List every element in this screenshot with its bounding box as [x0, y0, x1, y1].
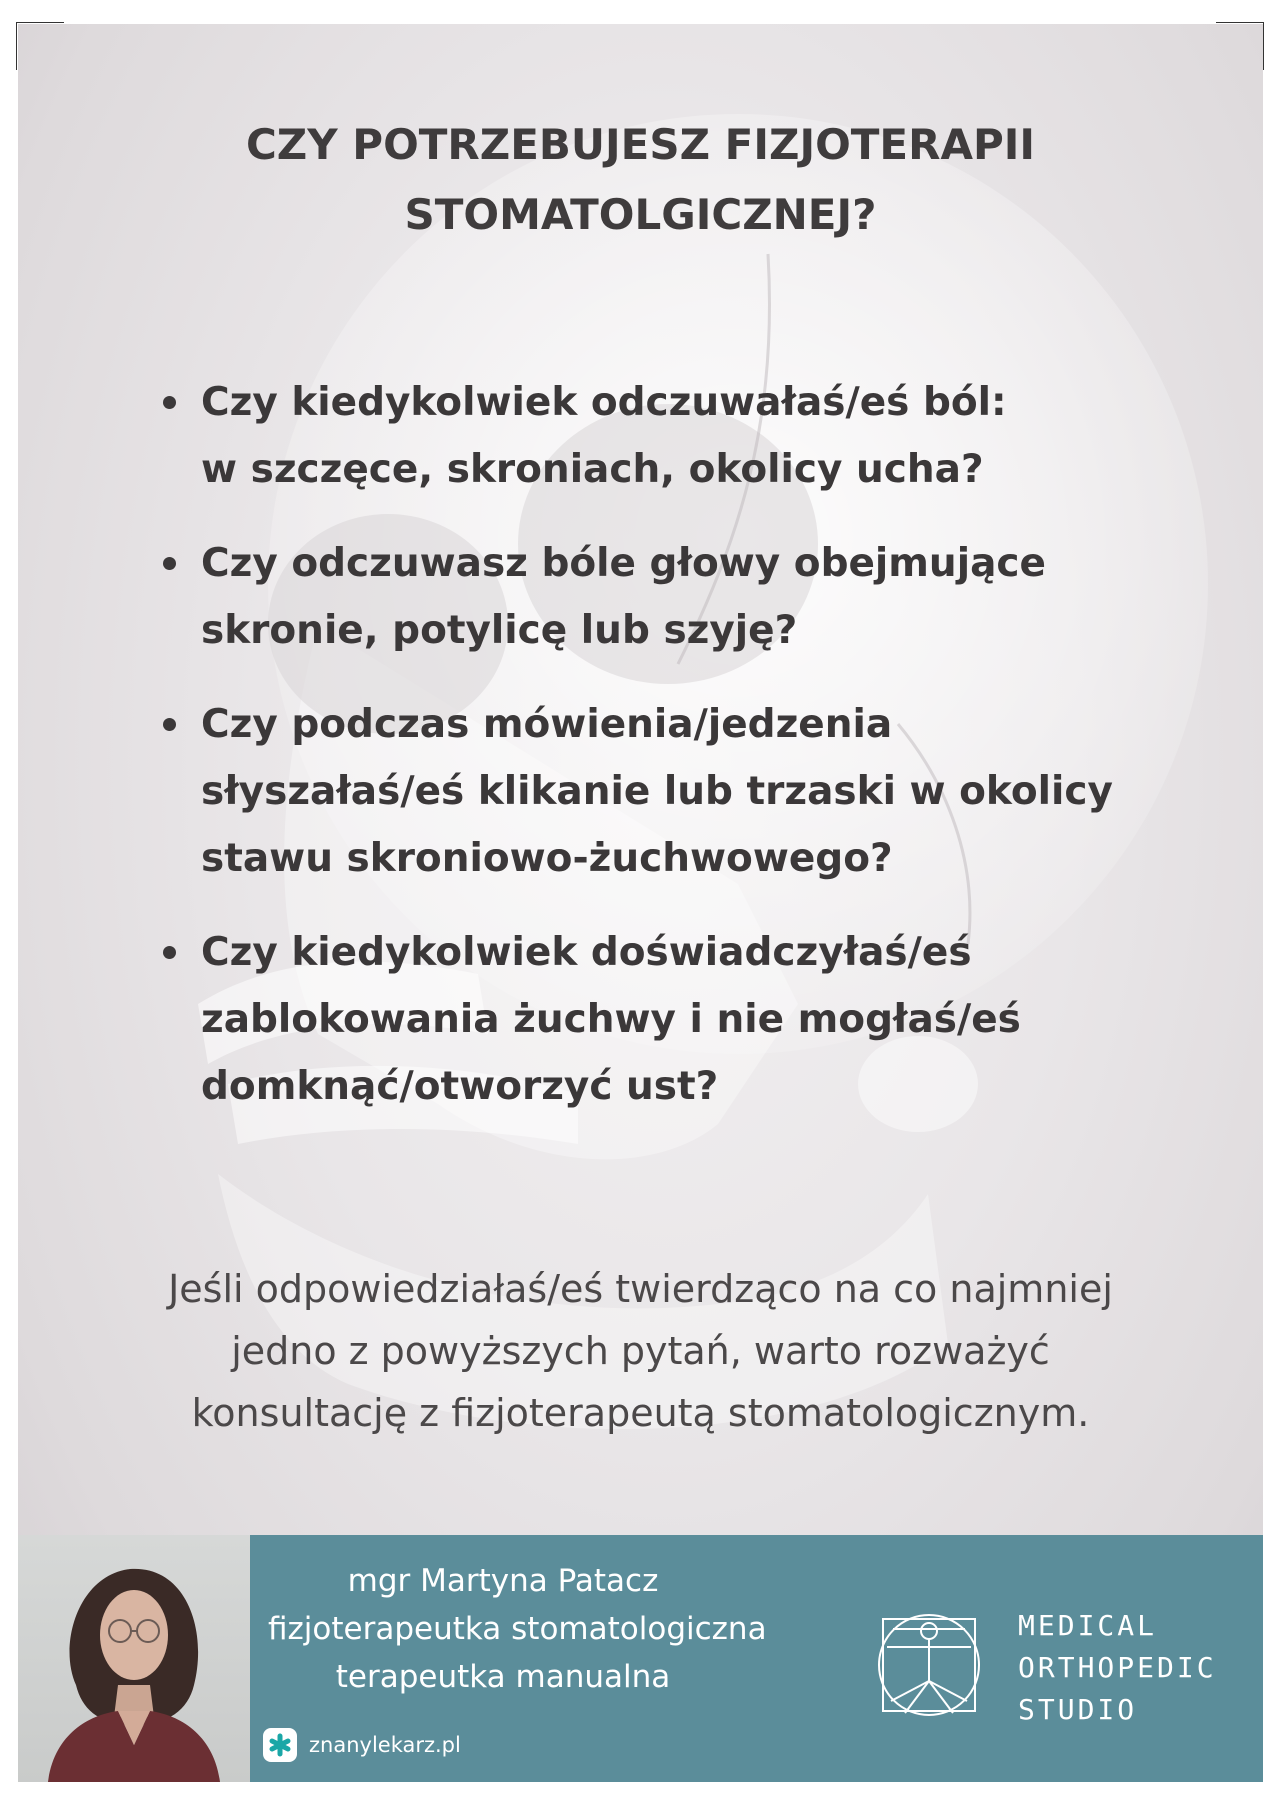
question-line: Czy kiedykolwiek odczuwałaś/eś ból:	[201, 380, 1007, 425]
question-line: zablokowania żuchwy i nie mogłaś/eś	[201, 997, 1021, 1042]
question-item	[153, 530, 1163, 664]
bullet-icon	[163, 946, 176, 959]
znanylekarz-logo-icon	[263, 1728, 297, 1762]
question-line: domknąć/otworzyć ust?	[201, 1064, 719, 1109]
therapist-name: mgr Martyna Patacz	[347, 1563, 659, 1599]
therapist-role-1: fizjoterapeutka stomatologiczna	[268, 1611, 767, 1647]
bullet-icon	[163, 557, 176, 570]
footer-banner	[18, 1535, 1263, 1782]
title-line-2: STOMATOLGICZNEJ?	[404, 190, 877, 239]
contact-info	[268, 1557, 767, 1701]
vitruvian-man-icon	[873, 1601, 985, 1729]
znanylekarz-link[interactable]	[263, 1723, 461, 1767]
studio-line: ORTHOPEDIC	[1018, 1651, 1217, 1684]
crop-mark-top-left-h	[16, 22, 64, 23]
studio-line: MEDICAL	[1018, 1609, 1158, 1642]
conclusion-line: konsultację z fizjoterapeutą stomatologicznym.	[191, 1391, 1090, 1435]
bullet-icon	[163, 396, 176, 409]
conclusion-text	[78, 1258, 1203, 1444]
crop-mark-top-right-v	[1263, 22, 1264, 70]
page-title	[78, 110, 1203, 250]
question-line: Czy podczas mówienia/jedzenia	[201, 702, 893, 747]
bullet-icon	[163, 718, 176, 731]
question-line: w szczęce, skroniach, okolicy ucha?	[201, 447, 984, 492]
question-line: słyszałaś/eś klikanie lub trzaski w okolicy	[201, 769, 1113, 814]
question-line: skronie, potylicę lub szyję?	[201, 608, 798, 653]
question-item	[153, 369, 1163, 503]
crop-mark-top-left-v	[16, 22, 17, 70]
question-item	[153, 919, 1163, 1120]
therapist-role-2: terapeutka manualna	[335, 1659, 671, 1695]
therapist-photo	[18, 1535, 250, 1782]
conclusion-line: Jeśli odpowiedziałaś/eś twierdząco na co najmniej	[168, 1267, 1113, 1311]
studio-line: STUDIO	[1018, 1693, 1138, 1726]
title-line-1: CZY POTRZEBUJESZ FIZJOTERAPII	[245, 120, 1036, 169]
question-line: Czy odczuwasz bóle głowy obejmujące	[201, 541, 1046, 586]
conclusion-line: jedno z powyższych pytań, warto rozważyć	[231, 1329, 1050, 1373]
question-item	[153, 691, 1163, 892]
studio-logo-text	[1018, 1605, 1217, 1731]
question-list	[153, 369, 1163, 1147]
znanylekarz-text: znanylekarz.pl	[309, 1733, 461, 1757]
poster	[18, 24, 1263, 1782]
question-line: stawu skroniowo-żuchwowego?	[201, 836, 893, 881]
question-line: Czy kiedykolwiek doświadczyłaś/eś	[201, 930, 972, 975]
crop-mark-top-right-h	[1216, 22, 1264, 23]
